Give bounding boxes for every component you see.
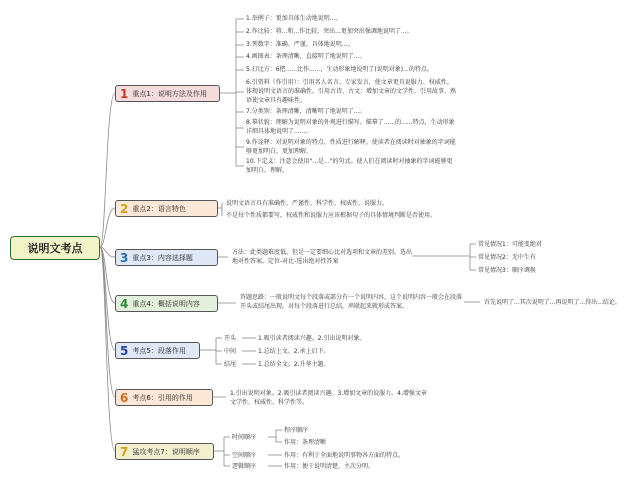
topic-node-7[interactable]: [115, 443, 214, 460]
topic-node-4[interactable]: [115, 295, 218, 312]
order-time-function: 作用：条理清晰: [284, 439, 327, 446]
summary-template: 首先说明了...其次说明了...再说明了...得出...结论。: [484, 299, 621, 306]
method-item-9: 9.作诠释：对说明对象的特点、性质进行解释。使读者在阅读时对抽象的字词能够更加明白，更加理解。: [246, 139, 456, 155]
root-node[interactable]: 说明文考点: [10, 236, 100, 260]
method-item-3: 3.列数字：准确、严谨、具体地说明...。: [246, 41, 354, 48]
language-item-2: 不是每个性质都要写，权威性和说服力应该根据句子的具体情境判断是否使用。: [226, 212, 437, 219]
topic-label-6: 考点6：引用的作用: [132, 393, 193, 402]
order-type-logic: 逻辑顺序: [232, 463, 257, 470]
choice-method-text: 方法：此类题难度低，但是一定要细心比对选项和文章的差别。选出地对性答案。定位-对比-选出绝对性答案: [232, 249, 413, 265]
topic-label-3: 重点3：内容选择题: [132, 253, 193, 262]
paragraph-function-start: 1.吸引读者阅读兴趣。2.引出说明对象。: [258, 335, 366, 342]
summary-method-text: 答题思路：一般说明文每个段落或部分有一个说明内容，这个说明内容一般会在段落开头或结尾出现。对每个段落进行总结，串联起来就形成答案。: [240, 294, 463, 310]
method-item-4: 4.画图表：条理清晰，直接明了地说明了...。: [246, 53, 366, 60]
order-type-space: 空间顺序: [232, 452, 257, 459]
topic-number-6: 6: [120, 390, 129, 405]
topic-label-2: 重点2：语言特色: [132, 204, 186, 213]
method-item-2: 2.作比较：将...和...作比较，突出...更加突出强调地说明了...。: [246, 28, 413, 35]
topic-node-5[interactable]: [115, 342, 200, 359]
topic-node-2[interactable]: [115, 200, 218, 217]
choice-case-1: 常见情况1：可能变绝对: [478, 241, 542, 248]
paragraph-position-end: 结尾: [224, 361, 237, 368]
order-logic-function: 作用：便于说明清楚，主次分明。: [284, 463, 375, 470]
topic-number-2: 2: [120, 201, 129, 216]
topic-number-5: 5: [120, 343, 129, 358]
quote-function-text: 1.引出说明对象。2.吸引读者阅读兴趣。3.增加文章的说服力。4.增强文章文学性、权威性、科学性等。: [230, 390, 427, 406]
topic-label-5: 考点5：段落作用: [132, 346, 186, 355]
topic-number-3: 3: [120, 250, 129, 265]
topic-label-1: 重点1：说明方法及作用: [132, 89, 207, 98]
topic-number-7: 7: [120, 444, 129, 459]
paragraph-function-middle: 1.总结上文。2.承上启下。: [258, 348, 330, 355]
choice-case-3: 常见情况3：顺序调换: [478, 267, 536, 274]
order-type-time: 时间顺序: [232, 434, 257, 441]
method-item-10: 10.下定义：注意会使用"...是..."的句式。使人们在阅读时对抽象的字词能够更加明白，理解。: [246, 158, 453, 174]
paragraph-position-start: 开头: [224, 335, 237, 342]
language-item-1: 说明文语言具有准确性、严谨性、科学性、权威性、说服力。: [226, 200, 389, 207]
method-item-7: 7.分类别：条理清晰，清晰明了地说明了...。: [246, 108, 366, 115]
method-item-5: 5.打比方：6把......比作......，生动形象地说明了(说明对象)...的特点。: [246, 66, 433, 73]
topic-label-7: 猛攻考点7：说明顺序: [132, 447, 200, 456]
topic-label-4: 重点4：概括说明内容: [132, 299, 200, 308]
topic-node-1[interactable]: [115, 85, 220, 102]
paragraph-function-end: 1.总结全文。2.升华主题。: [258, 361, 330, 368]
method-item-1: 1.举例子：更加具体生动地说明...。: [246, 15, 342, 22]
paragraph-position-middle: 中间: [224, 348, 237, 355]
method-item-6: 6.引资料（作引用）：引用名人名言、专家发言，使文章更具说服力、权威性。体现说明文语言的准确性。引用古诗、古文：增加文章的文学性，引用故事、熟语使文章具有趣味性。: [246, 79, 457, 104]
method-item-8: 8.摹状貌：理解为说明对象的外观进行描写。描摹了......的......特点，生动形象详细具体地说明了......。: [246, 119, 455, 135]
topic-node-6[interactable]: [115, 389, 213, 406]
topic-number-1: 1: [120, 86, 129, 101]
choice-case-2: 常见情况2：无中生有: [478, 254, 536, 261]
order-time-program: 程序顺序: [284, 427, 309, 434]
order-space-function: 作用：有利于全面地说明事物各方面的特点。: [284, 452, 405, 459]
topic-number-4: 4: [120, 296, 129, 311]
topic-node-3[interactable]: [115, 249, 218, 266]
